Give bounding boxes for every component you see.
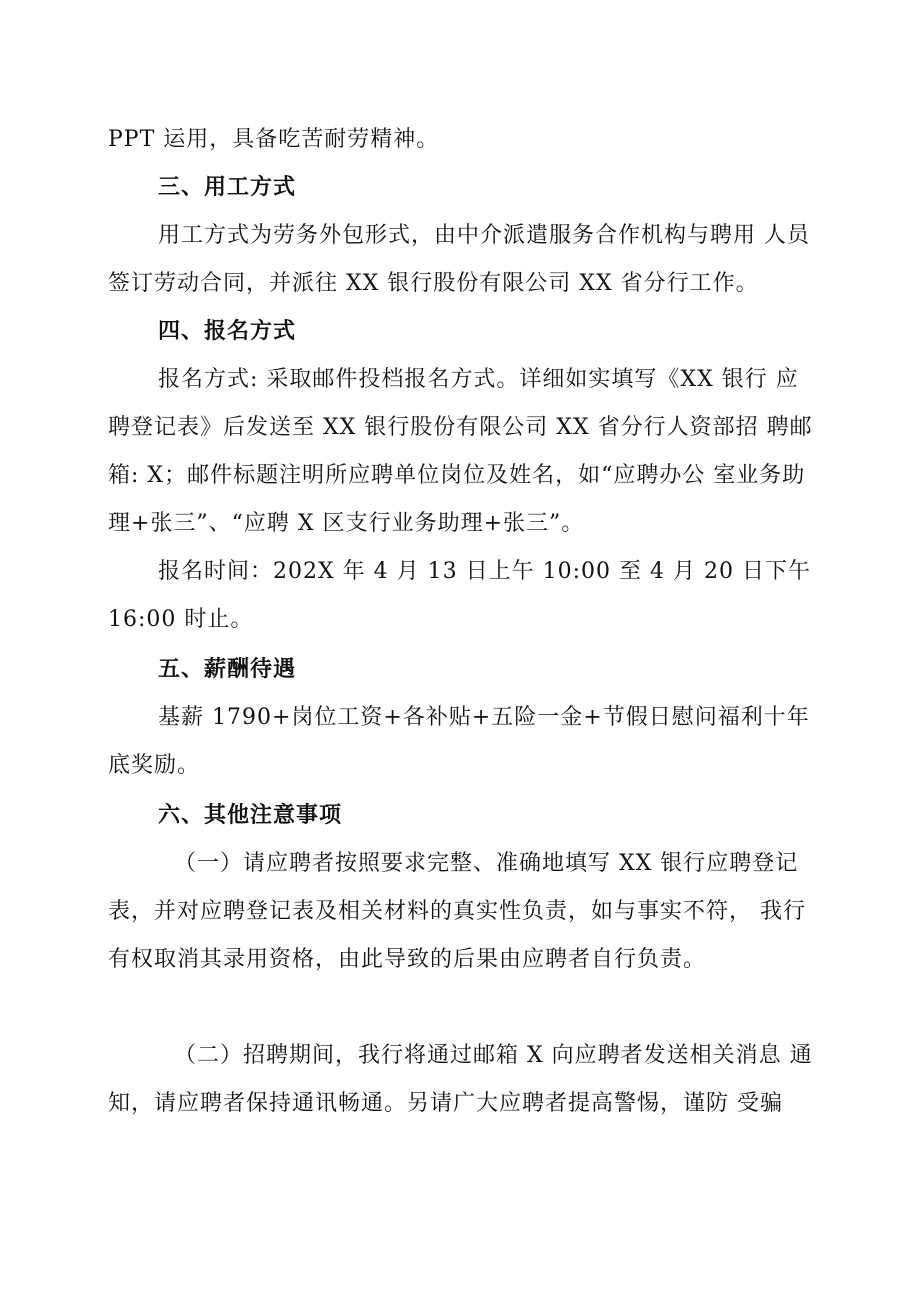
section-4-paragraph-2: 报名时间：202X 年 4 月 13 日上午 10:00 至 4 月 20 日下午 16:00 时止。 [108, 559, 819, 632]
section-3-paragraph: 用工方式为劳务外包形式，由中介派遣服务合作机构与聘用 人员签订劳动合同，并派往 XX 银行股份有限公司 XX 省分行工作。 [108, 223, 810, 296]
section-4-paragraph-1: 报名方式: 采取邮件投档报名方式。详细如实填写《XX 银行 应聘登记表》后发送至 XX 银行股份有限公司 XX 省分行人资部招 聘邮箱: X；邮件标题注明所应聘单位岗位及姓名，如“应聘办公 室业务助理+张三”、“应聘 X 区支行业务助理+张三”。 [108, 367, 813, 536]
section-6-heading: 六、其他注意事项 [158, 803, 343, 828]
section-3-heading: 三、用工方式 [158, 175, 297, 200]
intro-line: PPT 运用，具备吃苦耐劳精神。 [108, 127, 440, 152]
section-5-heading: 五、薪酬待遇 [158, 657, 297, 682]
section-5-paragraph: 基薪 1790+岗位工资+各补贴+五险一金+节假日慰问福利十年 底奖励。 [108, 705, 818, 778]
section-6-item-2: （二）招聘期间，我行将通过邮箱 X 向应聘者发送相关消息 通知，请应聘者保持通讯畅通。另请广大应聘者提高警惕，谨防 受骗 [108, 1043, 813, 1116]
section-6-item-1: （一）请应聘者按照要求完整、准确地填写 XX 银行应聘登记 表，并对应聘登记表及相关材料的真实性负责，如与事实不符， 我行有权取消其录用资格，由此导致的后果由应聘者自行负责。 [108, 851, 807, 972]
section-4-heading: 四、报名方式 [158, 319, 297, 344]
